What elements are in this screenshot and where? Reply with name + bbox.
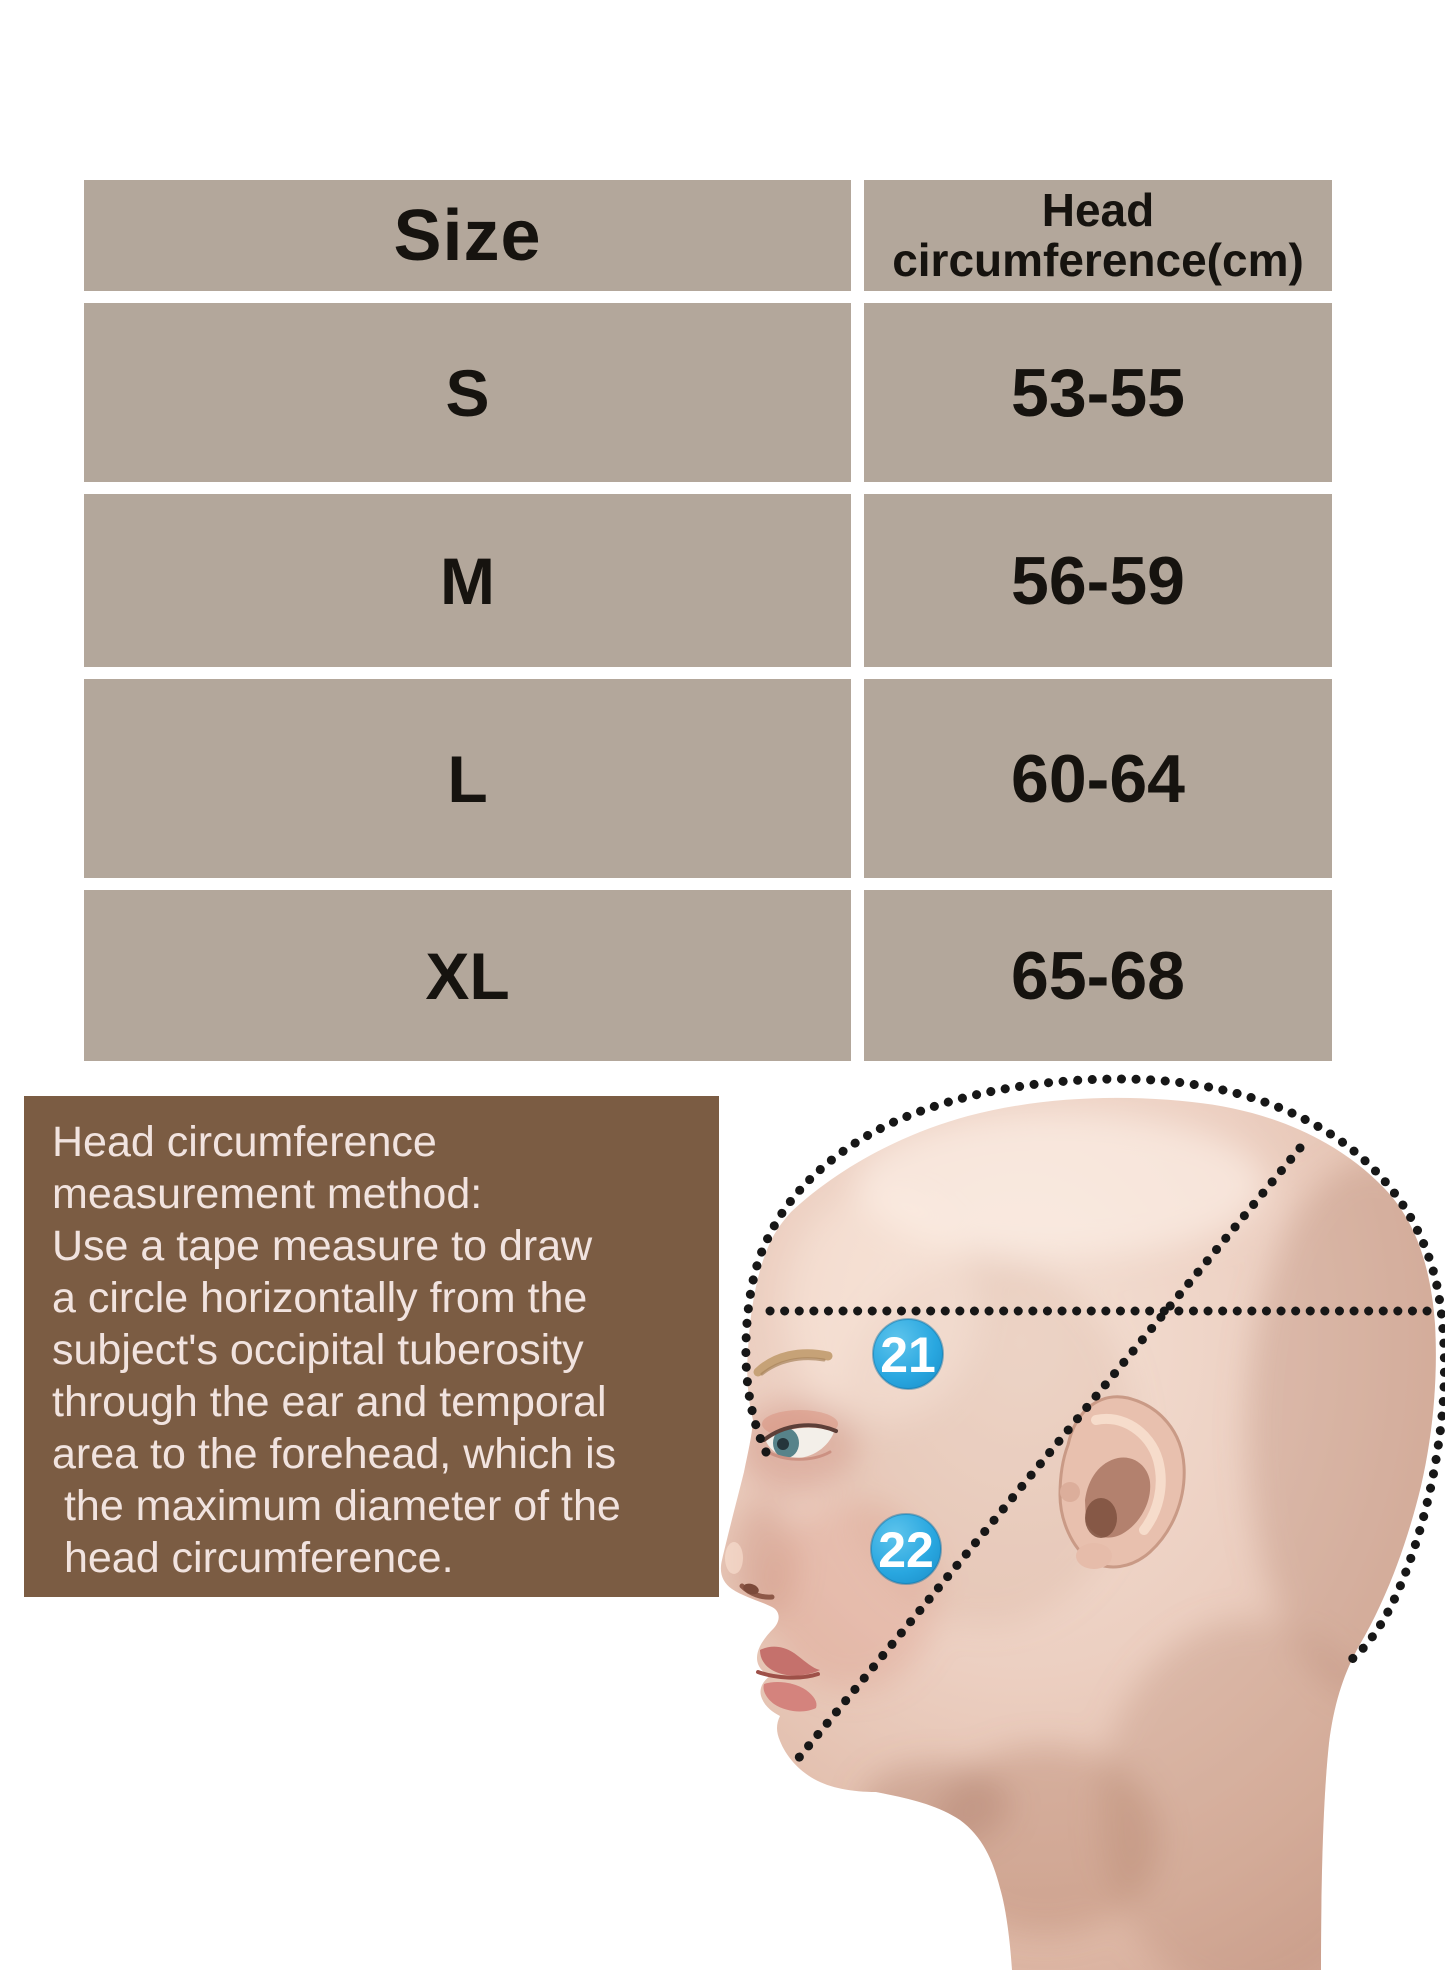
measurement-method-note (24, 1096, 719, 1597)
note-line: measurement method: (52, 1170, 483, 1218)
size-cell-xl: XL (84, 890, 851, 1061)
head-profile-diagram (700, 1060, 1445, 1970)
size-cell-l: L (84, 679, 851, 878)
range-cell-m: 56-59 (864, 494, 1332, 667)
badge-21 (873, 1319, 943, 1389)
note-line: area to the forehead, which is (52, 1430, 617, 1478)
note-line: the maximum diameter of the (52, 1482, 621, 1530)
column-header-size: Size (84, 180, 851, 291)
badge-21-label: 21 (880, 1327, 936, 1383)
note-line: a circle horizontally from the (52, 1274, 588, 1322)
note-line: Head circumference (52, 1118, 437, 1166)
size-chart-table (84, 180, 1332, 1061)
note-line: subject's occipital tuberosity (52, 1326, 584, 1374)
range-cell-s: 53-55 (864, 303, 1332, 482)
range-cell-xl: 65-68 (864, 890, 1332, 1061)
size-cell-s: S (84, 303, 851, 482)
badge-22 (871, 1514, 941, 1584)
column-header-circumference (864, 180, 1332, 291)
range-cell-l: 60-64 (864, 679, 1332, 878)
note-line: Use a tape measure to draw (52, 1222, 593, 1270)
badge-22-label: 22 (878, 1522, 934, 1578)
circumference-header-line2: circumference(cm) (892, 233, 1304, 286)
circumference-header-line1: Head (1041, 183, 1155, 236)
note-line: head circumference. (52, 1534, 454, 1582)
note-line: through the ear and temporal (52, 1378, 607, 1426)
size-cell-m: M (84, 494, 851, 667)
